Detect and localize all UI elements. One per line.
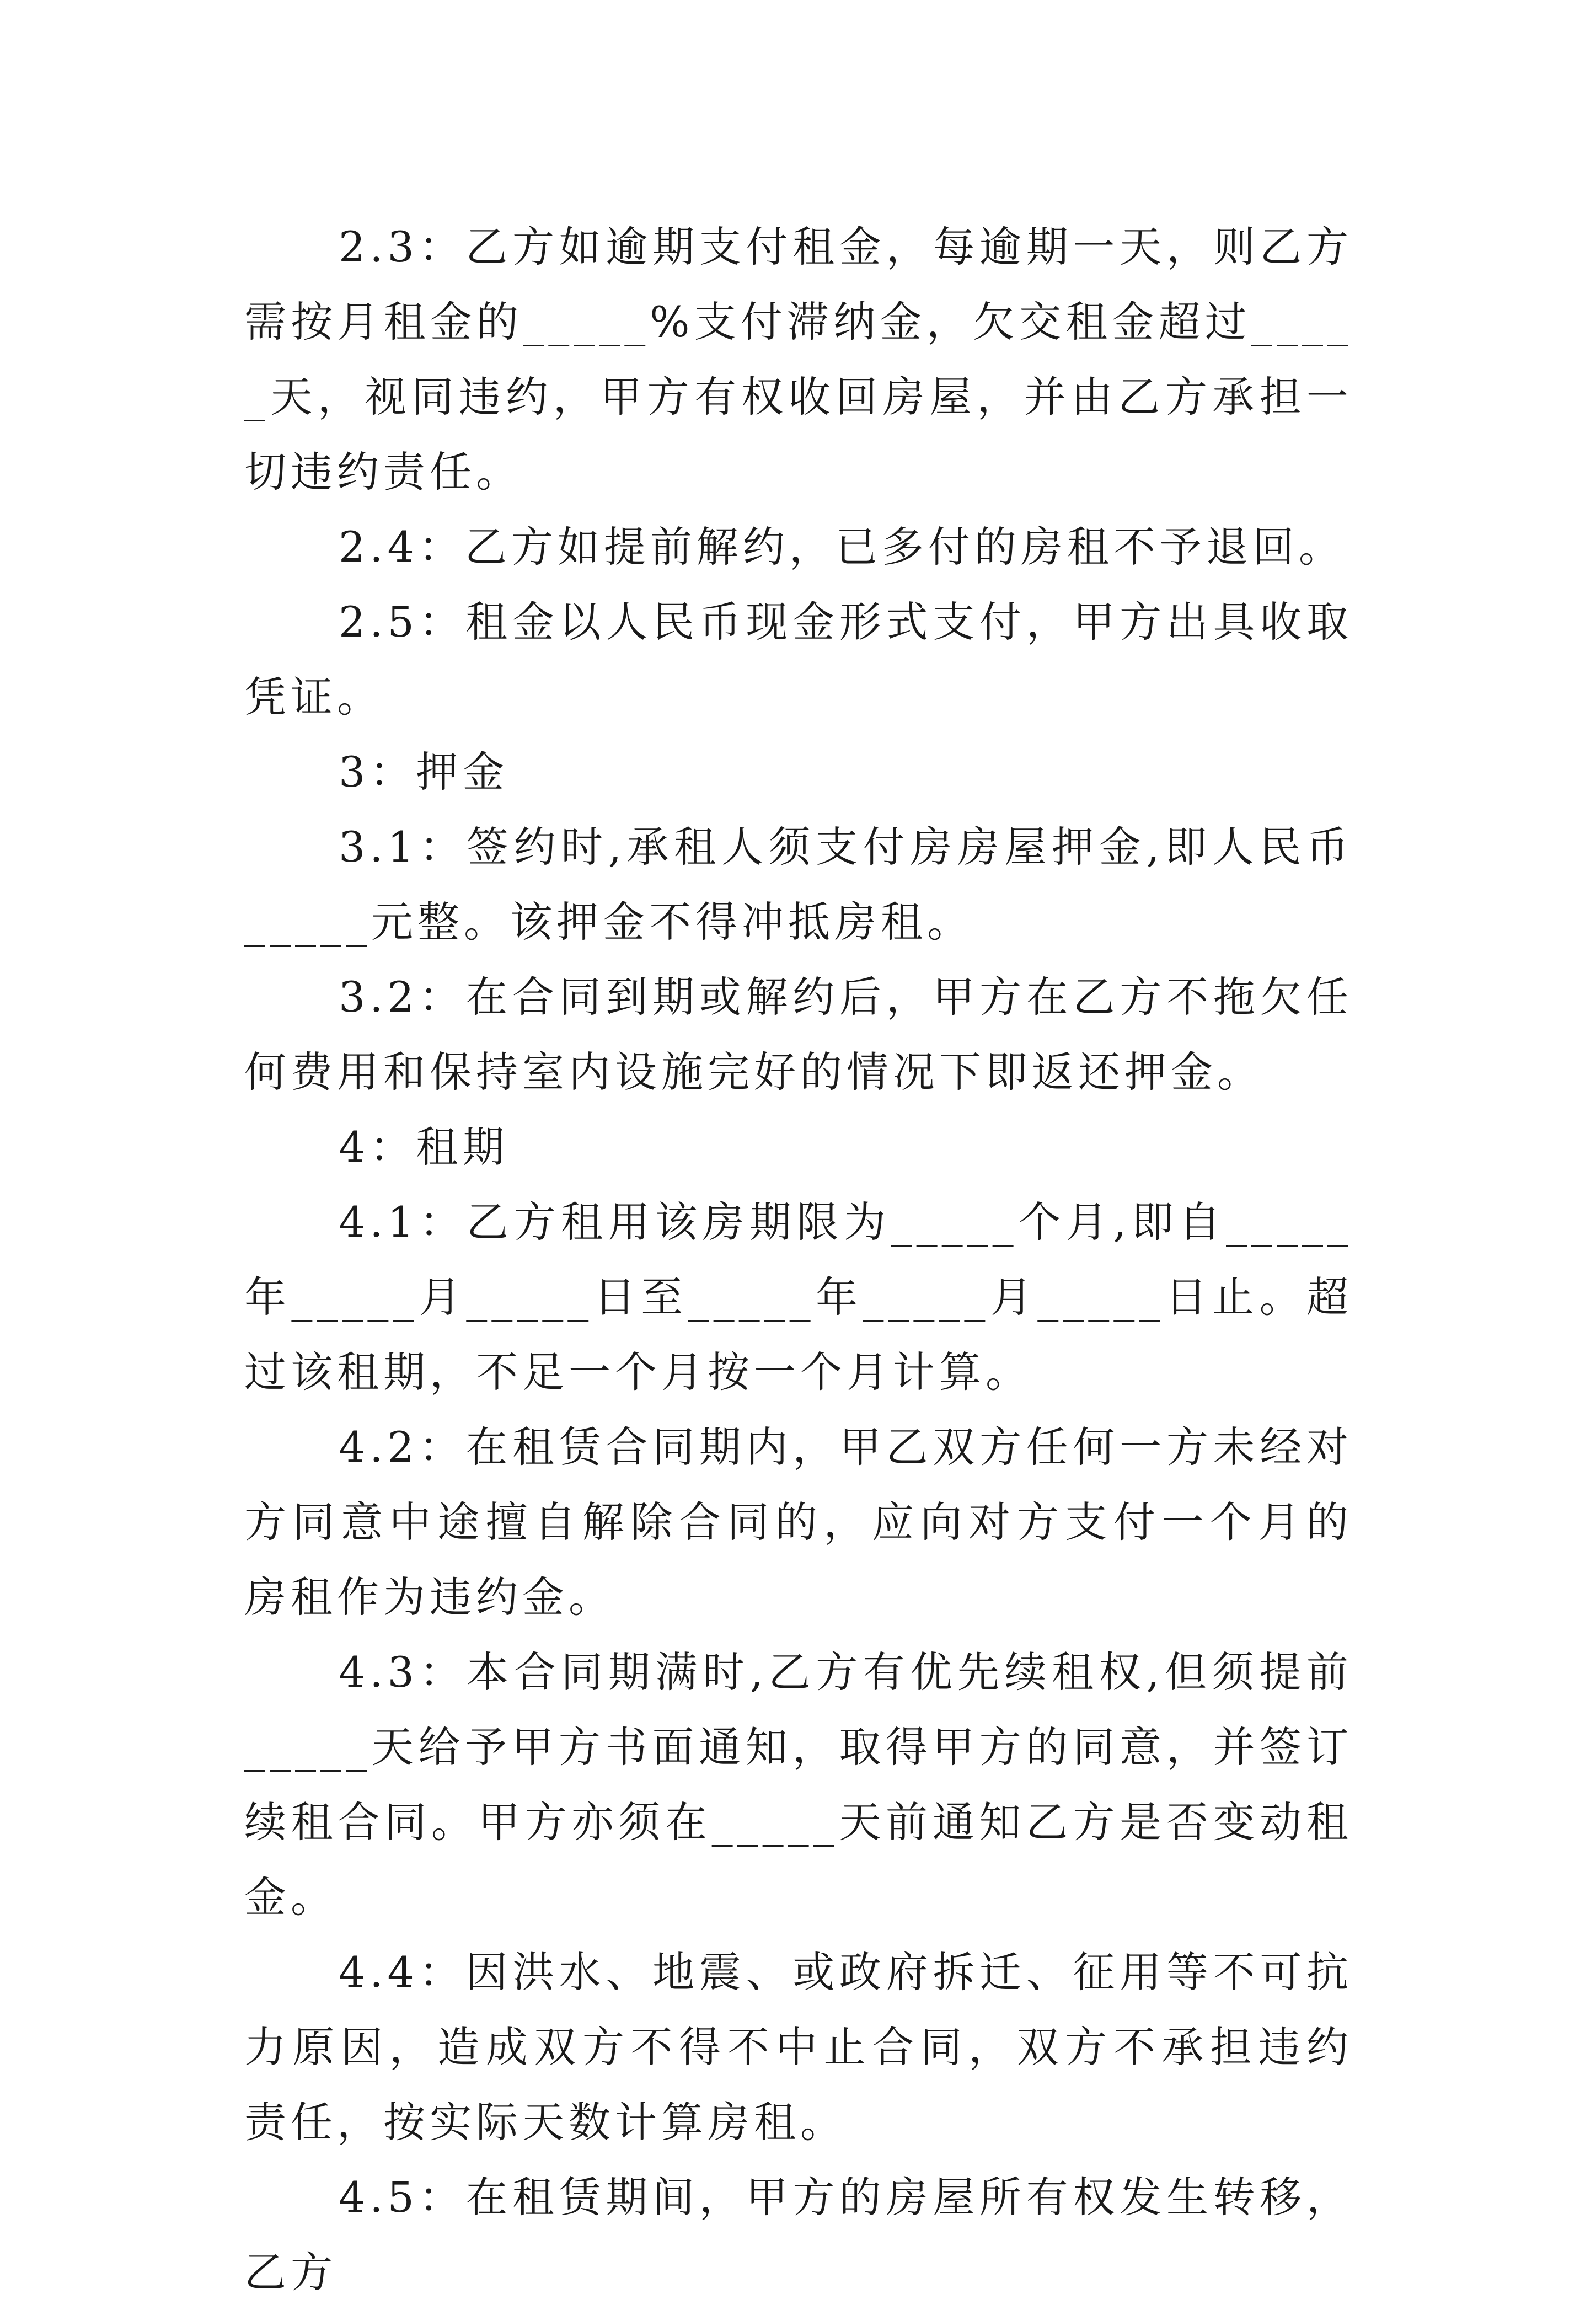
clause-4-4: 4.4：因洪水、地震、或政府拆迁、征用等不可抗力原因，造成双方不得不中止合同，双方不承担违约责任，按实际天数计算房租。 [244,1948,1353,2147]
section-3-heading: 3：押金 [339,747,509,796]
clause-4-2: 4.2：在租赁合同期内，甲乙双方任何一方未经对方同意中途擅自解除合同的，应向对方支付一个月的房租作为违约金。 [244,1423,1353,1622]
clause-3-2: 3.2：在合同到期或解约后，甲方在乙方不拖欠任何费用和保持室内设施完好的情况下即返还押金。 [244,972,1353,1097]
document-body [244,210,1353,2310]
clause-2-3: 2.3：乙方如逾期支付租金，每逾期一天，则乙方需按月租金的_____%支付滞纳金，欠交租金超过_____天，视同违约，甲方有权收回房屋，并由乙方承担一切违约责任。 [244,222,1353,496]
clause-2-4: 2.4：乙方如提前解约，已多付的房租不予退回。 [339,522,1345,571]
section-4-heading: 4：租期 [339,1122,509,1172]
clause-4-3: 4.3：本合同期满时,乙方有优先续租权,但须提前_____天给予甲方书面通知，取得甲方的同意，并签订续租合同。甲方亦须在_____天前通知乙方是否变动租金。 [244,1648,1353,1922]
clause-3-1: 3.1：签约时,承租人须支付房房屋押金,即人民币_____元整。该押金不得冲抵房租。 [244,822,1353,947]
clause-4-1: 4.1：乙方租用该房期限为_____个月,即自_____年_____月_____日至_____年_____月_____日止。超过该租期，不足一个月按一个月计算。 [244,1197,1353,1397]
clause-4-5: 4.5：在租赁期间，甲方的房屋所有权发生转移，乙方 [244,2173,1353,2297]
clause-2-5: 2.5：租金以人民币现金形式支付，甲方出具收取凭证。 [244,597,1353,721]
